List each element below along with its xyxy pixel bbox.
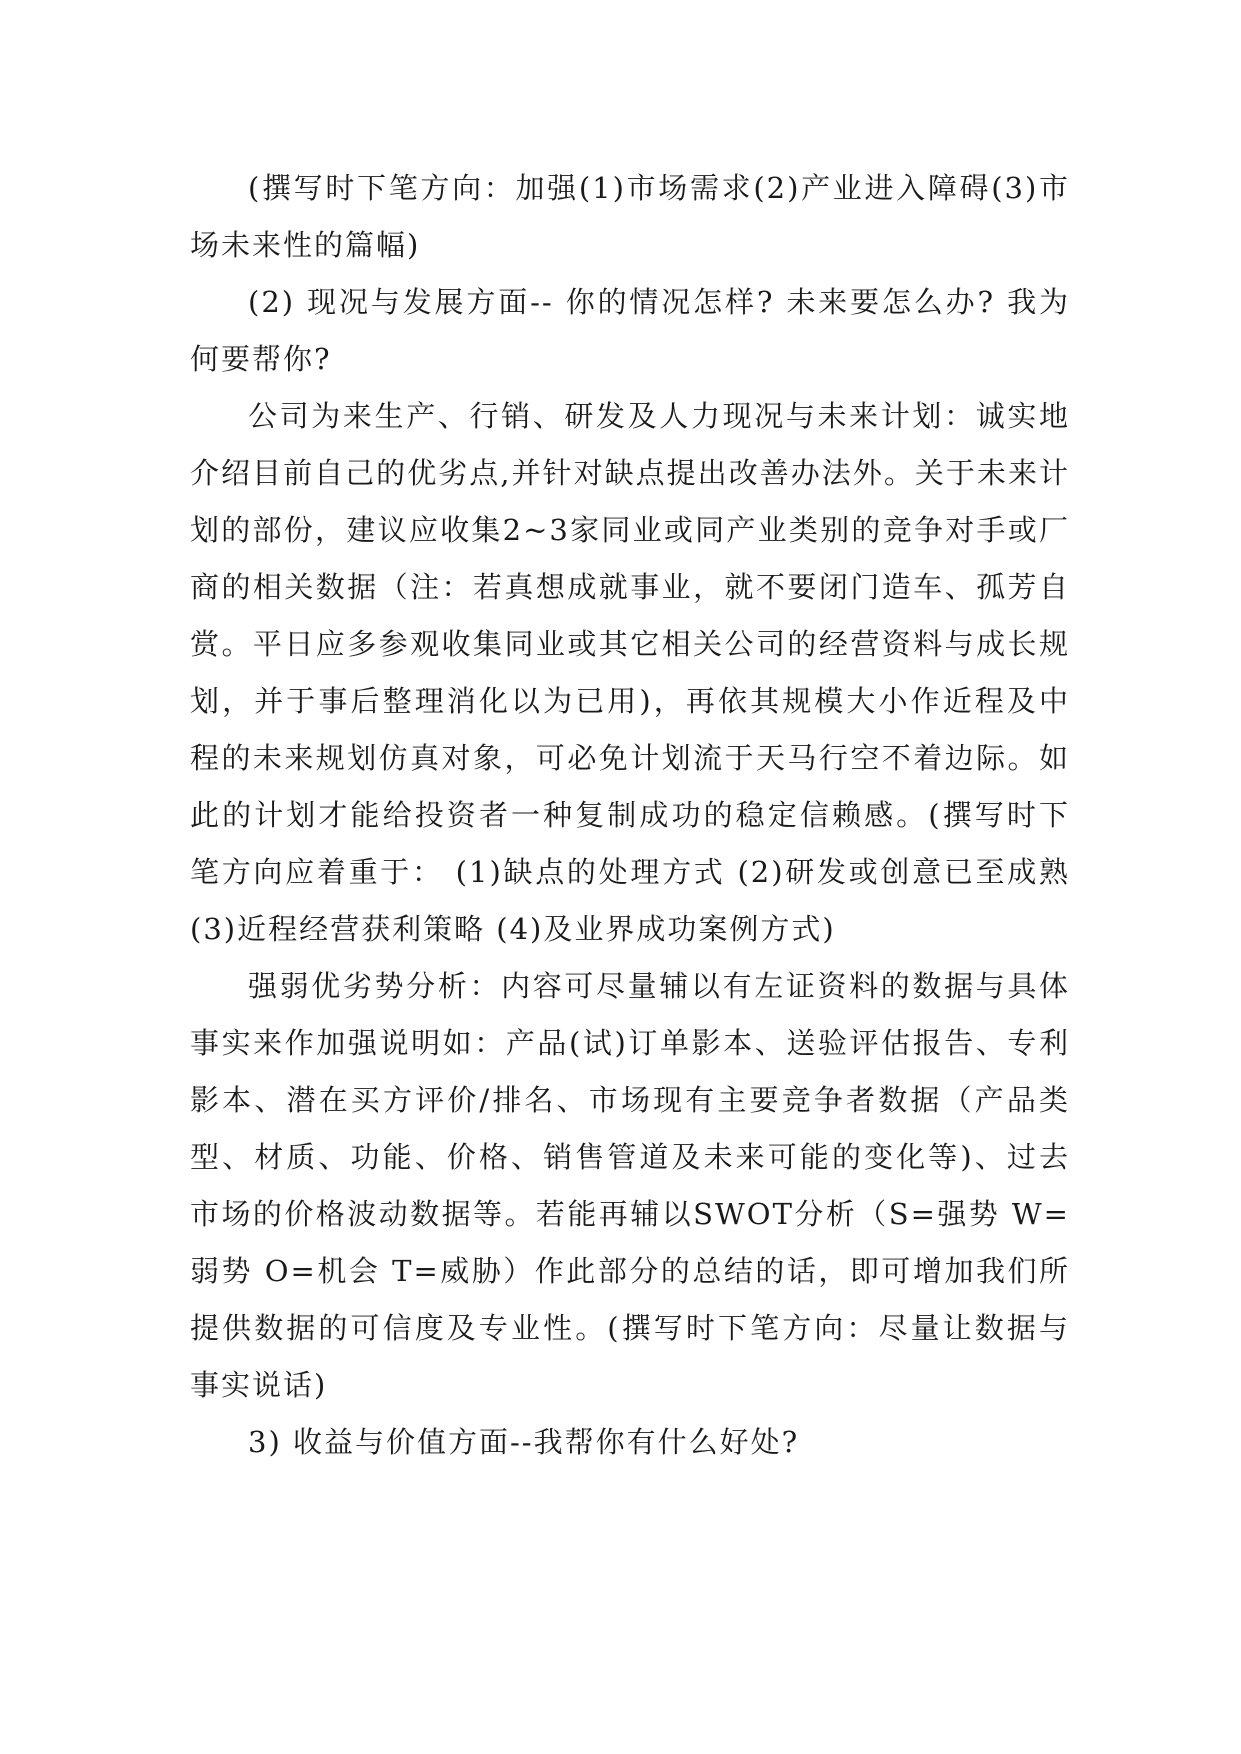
paragraph-revenue-value-heading: 3) 收益与价值方面--我帮你有什么好处? [248,1425,800,1459]
paragraph-swot-analysis: 强弱优劣势分析：内容可尽量辅以有左证资料的数据与具体事实来作加强说明如：产品(试)订单影本、送验评估报告、专利影本、潜在买方评价/排名、市场现有主要竞争者数据（产品类型、材质、功能、价格、销售管道及未来可能的变化等)、过去市场的价格波动数据等。若能再辅以SWOT分析（S=强势 W=弱势 O=机会 T=威胁）作此部分的总结的话，即可增加我们所提供数据的可信度及专业性。(撰写时下笔方向：尽量让数据与事实说话) [190,969,1070,1402]
paragraph-writing-direction-market: (撰写时下笔方向：加强(1)市场需求(2)产业进入障碍(3)市场未来性的篇幅) [190,171,1070,262]
document-body [190,160,1070,1471]
paragraph-status-development-heading: (2) 现况与发展方面-- 你的情况怎样? 未来要怎么办? 我为何要帮你? [190,285,1070,376]
paragraph-company-plan: 公司为来生产、行销、研发及人力现况与未来计划：诚实地介绍目前自己的优劣点,并针对缺点提出改善办法外。关于未来计划的部份，建议应收集2~3家同业或同产业类别的竞争对手或厂商的相关数据（注：若真想成就事业，就不要闭门造车、孤芳自赏。平日应多参观收集同业或其它相关公司的经营资料与成长规划，并于事后整理消化以为已用)，再依其规模大小作近程及中程的未来规划仿真对象，可必免计划流于天马行空不着边际。如此的计划才能给投资者一种复制成功的稳定信赖感。(撰写时下笔方向应着重于： (1)缺点的处理方式 (2)研发或创意已至成熟 (3)近程经营获利策略 (4)及业界成功案例方式) [190,399,1070,946]
